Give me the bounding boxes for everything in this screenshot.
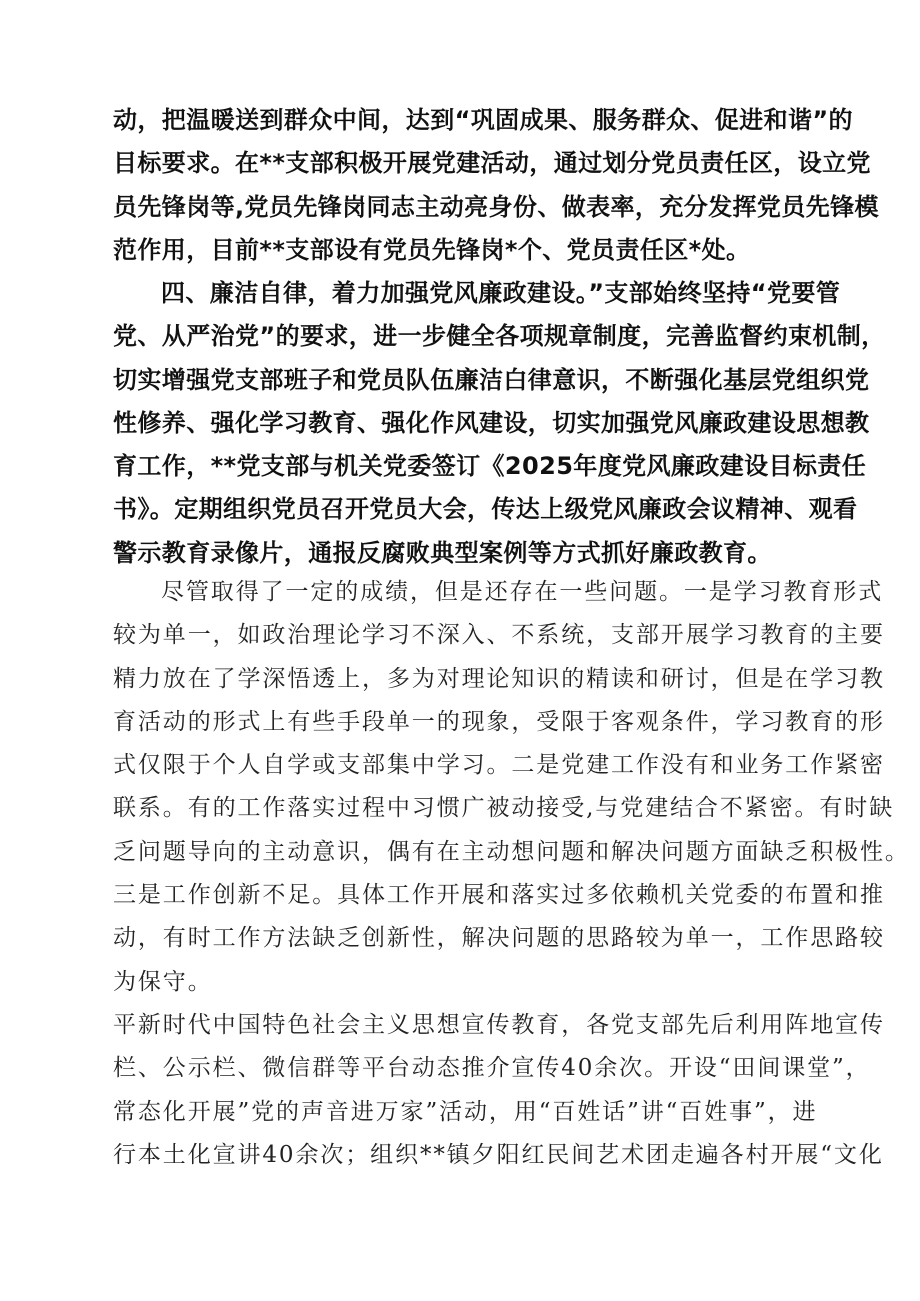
text-line: 较为单一，如政治理论学习不深入、不系统，支部开展学习教育的主要 [113, 622, 885, 649]
text-line: 栏、公示栏、微信群等平台动态推介宣传40余次。开设“田间课堂”， [113, 1055, 871, 1082]
text-line: 行本土化宣讲40余次；组织**镇夕阳红民间艺术团走遍各村开展“文化 [113, 1141, 884, 1168]
text-line: 尽管取得了一定的成绩，但是还存在一些问题。一是学习教育形式 [161, 579, 884, 605]
text-line: 平新时代中国特色社会主义思想宣传教育，各党支部先后利用阵地宣传 [113, 1012, 885, 1038]
text-line: 育活动的形式上有些手段单一的现象，受限于客观条件，学习教育的形 [113, 708, 885, 735]
text-line: 三是工作创新不足。具体工作开展和落实过多依赖机关党委的布置和推 [113, 882, 885, 909]
text-line: 目标要求。在**支部积极开展党建活动，通过划分党员责任区，设立党 [113, 149, 871, 178]
text-line: 动，把温暖送到群众中间，达到“巩固成果、服务群众、促进和谐”的 [113, 106, 853, 134]
text-line: 育工作，**党支部与机关党委签订《2025年度党风廉政建设目标责任 [113, 452, 867, 481]
paragraph-integrity-section [0, 272, 886, 575]
text-line: 党、从严治党”的要求，进一步健全各项规章制度，完善监督约束机制， [113, 322, 886, 351]
paragraph-party-pioneer [0, 99, 879, 272]
text-line: 书》。定期组织党员召开党员大会，传达上级党风廉政会议精神、观看 [113, 495, 858, 524]
text-line: 范作用，目前**支部设有党员先锋岗*个、党员责任区*处。 [113, 235, 751, 264]
text-line: 常态化开展”党的声音进万家”活动，用“百姓话”讲“百姓事”，进 [113, 1098, 818, 1125]
text-line: 为保守。 [113, 968, 213, 995]
section-heading-line: 四、廉洁自律，着力加强党风廉政建设。”支部始终坚持“党要管 [161, 279, 841, 307]
paragraph-problems [0, 571, 910, 1004]
text-line: 式仅限于个人自学或支部集中学习。二是党建工作没有和业务工作紧密 [113, 752, 885, 779]
text-line: 警示教育录像片，通报反腐败典型案例等方式抓好廉政教育。 [113, 538, 772, 567]
text-line: 切实增强党支部班子和党员队伍廉洁白律意识，不断强化基层党组织党 [113, 365, 870, 394]
text-line: 精力放在了学深悟透上，多为对理论知识的精读和研讨，但是在学习教 [113, 665, 885, 692]
text-line: 性修养、强化学习教育、强化作风建设，切实加强党风廉政建设思想教 [113, 408, 870, 437]
paragraph-propaganda [0, 1004, 885, 1177]
text-line: 乏问题导向的主动意识，偶有在主动想问题和解决问题方面缺乏积极性。 [113, 838, 910, 865]
text-line: 联系。有的工作落实过程中习惯广被动接受,与党建结合不紧密。有时缺 [113, 795, 895, 822]
text-line: 员先锋岗等,党员先锋岗同志主动亮身份、做表率，充分发挥党员先锋模 [113, 192, 879, 221]
text-line: 动，有时工作方法缺乏创新性，解决问题的思路较为单一，工作思路较 [113, 925, 885, 952]
